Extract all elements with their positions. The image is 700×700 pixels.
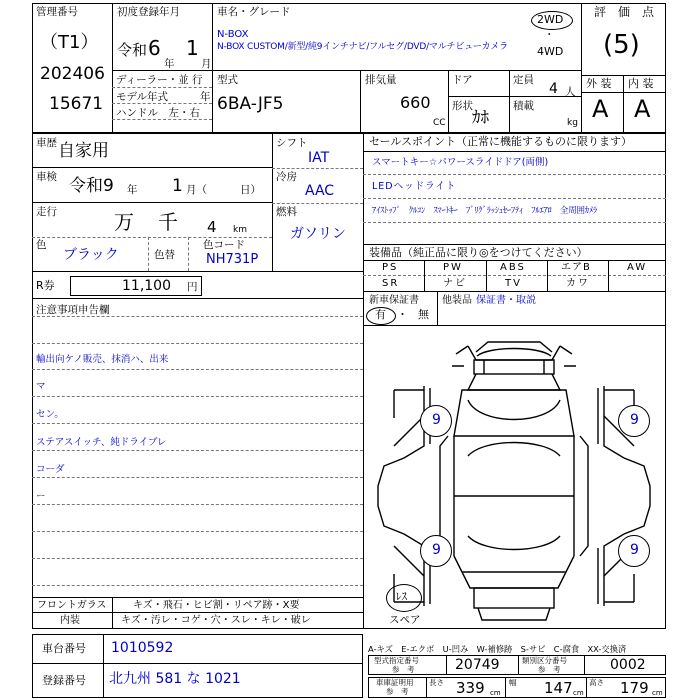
- km-unit: km: [233, 225, 247, 235]
- model-name: N-BOX: [217, 29, 249, 40]
- first-reg-year-unit: 年: [164, 58, 175, 70]
- drive-4wd: 4WD: [537, 45, 564, 58]
- equipment-navi: ナビ: [443, 278, 467, 289]
- kanri-number-2: 15671: [49, 94, 104, 114]
- inspection-era: 令和9: [69, 176, 114, 196]
- kg-unit: kg: [567, 118, 578, 128]
- garage-cert-ref: 参 考: [386, 687, 409, 696]
- inspection-label: 車検: [36, 171, 57, 183]
- inspection-month-unit: 月（: [186, 184, 207, 196]
- note-line-3: セン。: [36, 409, 64, 420]
- width-label: 幅: [509, 678, 517, 687]
- note-line-6: ー: [36, 491, 46, 502]
- damage-mark-1: 9: [432, 412, 441, 428]
- damage-mark-3: 9: [432, 542, 441, 558]
- type-designation-ref: 参 考: [392, 665, 415, 674]
- type-value: 6BA-JF5: [217, 94, 284, 114]
- interior-condition-value: キズ・汚レ・コゲ・穴・スレ・キレ・破レ: [121, 615, 311, 626]
- sales-points-label: セールスポイント（正常に機能するものに限ります）: [369, 135, 633, 148]
- capacity-unit: 人: [565, 86, 576, 98]
- equipment-pw: PW: [443, 262, 463, 273]
- type-designation-value: 20749: [455, 657, 500, 673]
- dealer-label: ディーラー・並 行: [116, 74, 203, 86]
- capacity-value: 4: [549, 81, 558, 97]
- equipment-airbag: エアB: [561, 262, 591, 273]
- recycle-label: R券: [36, 279, 55, 292]
- drive-2wd: 2WD: [537, 13, 564, 26]
- chassis-value: 1010592: [111, 640, 174, 656]
- ac-value: AAC: [305, 183, 335, 199]
- load-label: 積載: [513, 100, 534, 112]
- equipment-aw: AW: [627, 262, 648, 273]
- width-unit: cm: [573, 689, 584, 697]
- equipment-leather: カワ: [566, 278, 590, 289]
- equipment-tv: TV: [505, 278, 522, 289]
- shift-value: IAT: [308, 150, 330, 166]
- class-value: 0002: [610, 657, 646, 673]
- first-reg-year: 6: [148, 36, 161, 60]
- door-label: ドア: [452, 74, 473, 86]
- inspection-day-unit: 日）: [240, 184, 261, 196]
- type-designation-label: 型式指定番号: [374, 656, 419, 665]
- width-value: 147: [544, 679, 573, 697]
- note-line-1: 輸出向ケノ販売、抹消ハ、出来: [36, 354, 169, 365]
- sales-point-3: ｱｲｽﾄｯﾌﾟ ｸﾙｺﾝ ｽﾏｰﾄｷｰ ﾌﾞﾘｸﾞﾗｯｼｭｾｰﾌﾃｨ ﾌﾙｴｱﾛ 全周囲ｶﾒﾗ: [372, 206, 597, 216]
- kanri-label: 管理番号: [36, 6, 78, 18]
- class-label: 類別区分番号: [522, 656, 567, 665]
- drive-dot: ・: [544, 29, 555, 41]
- height-value: 179: [620, 679, 649, 697]
- height-label: 高さ: [589, 678, 604, 687]
- garage-cert-label: 車庫証明用: [376, 678, 414, 687]
- exterior-label: 外 装: [586, 77, 612, 90]
- other-equipment-label: 他装品: [442, 295, 472, 306]
- color-code-label: 色コード: [203, 239, 245, 251]
- handle-label: ハンドル 左・右: [116, 107, 200, 119]
- kanri-t1: （T1）: [40, 32, 99, 53]
- ac-label: 冷房: [276, 171, 297, 183]
- other-equipment-value: 保証書・取説: [476, 295, 536, 306]
- warranty-separator: ・: [397, 308, 408, 321]
- note-line-5: コーダ: [36, 464, 65, 475]
- length-unit: cm: [490, 689, 501, 697]
- warranty-no: 無: [418, 308, 429, 321]
- model-year-unit: 年: [200, 91, 211, 103]
- reg-value: 北九州 581 な 1021: [109, 671, 241, 687]
- color-value: ブラック: [63, 247, 119, 263]
- first-reg-month-unit: 月: [201, 58, 212, 70]
- first-reg-era: 令和: [117, 41, 148, 59]
- equipment-abs: ABS: [500, 262, 526, 273]
- note-line-2: マ: [36, 381, 46, 392]
- warranty-label: 新車保証書: [369, 295, 419, 306]
- height-unit: cm: [652, 689, 663, 697]
- kanri-number: 202406: [40, 64, 105, 84]
- color-code-value: NH731P: [206, 252, 259, 267]
- model-year-label: モデル年式: [116, 91, 168, 103]
- first-reg-month: 1: [186, 36, 199, 60]
- interior-label: 内 装: [628, 77, 654, 90]
- model-grade: N-BOX CUSTOM/新型/純9インチナビ/フルセグ/DVD/マルチビューカメラ: [217, 42, 508, 52]
- front-glass-label: フロントガラス: [37, 600, 107, 611]
- note-line-4: ステアスイッチ、純ドライブレ: [36, 437, 167, 448]
- shape-value: ｶﾎ: [472, 108, 489, 128]
- grade-label: 評 価 点: [594, 5, 655, 19]
- fuel-value: ガソリン: [290, 226, 346, 242]
- capacity-label: 定員: [513, 74, 534, 86]
- warranty-yes: 有: [375, 308, 386, 321]
- damage-legend: A-キズ E-エクボ U-凹み W-補修跡 S-サビ C-腐食 XX-交換済: [368, 644, 627, 654]
- first-reg-label: 初度登録年月: [117, 6, 180, 18]
- class-ref: 参 考: [538, 665, 561, 674]
- spare-mark: ﾚｽ: [396, 590, 407, 603]
- recolor-label: 色替: [154, 249, 175, 261]
- equipment-ps: PS: [382, 262, 399, 273]
- inspection-month: 1: [172, 176, 183, 196]
- mileage-man: 万: [114, 210, 134, 234]
- cc-unit: CC: [433, 118, 446, 128]
- interior-condition-label: 内装: [60, 615, 80, 626]
- mileage-sen: 千: [158, 210, 178, 234]
- exterior-value: A: [592, 95, 609, 123]
- type-label: 型式: [217, 74, 238, 86]
- fuel-label: 燃料: [276, 206, 297, 218]
- damage-mark-2: 9: [630, 412, 639, 428]
- reg-label: 登録番号: [42, 674, 86, 687]
- recycle-value: 11,100: [122, 278, 171, 294]
- length-label: 長さ: [429, 678, 444, 687]
- mileage-value: 4: [207, 218, 217, 236]
- mileage-label: 走行: [36, 206, 57, 218]
- equipment-label: 装備品（純正品に限り◎をつけてください）: [369, 246, 588, 259]
- model-name-label: 車名・グレード: [217, 6, 291, 18]
- equipment-sr: SR: [382, 278, 400, 289]
- length-value: 339: [456, 679, 485, 697]
- chassis-label: 車台番号: [42, 642, 86, 655]
- history-label: 車歴: [36, 137, 57, 149]
- sales-point-2: LEDヘッドライト: [372, 181, 457, 192]
- notes-label: 注意事項申告欄: [36, 304, 110, 316]
- inspection-year-unit: 年: [127, 184, 138, 196]
- car-damage-diagram: [364, 326, 665, 628]
- color-label: 色: [36, 239, 47, 251]
- displacement-value: 660: [400, 93, 431, 112]
- displacement-label: 排気量: [365, 74, 397, 86]
- front-glass-value: キズ・飛石・ヒビ割・リペア跡・X要: [133, 600, 300, 611]
- spare-label: スペア: [389, 614, 421, 626]
- sales-point-1: スマートキー☆パワースライドドア(両側): [372, 157, 549, 168]
- history-value: 自家用: [58, 141, 109, 161]
- shift-label: シフト: [276, 137, 308, 149]
- shape-label: 形状: [452, 100, 473, 112]
- interior-value: A: [634, 95, 651, 123]
- damage-mark-4: 9: [630, 542, 639, 558]
- grade-value: (5): [603, 30, 640, 60]
- recycle-unit: 円: [187, 281, 198, 293]
